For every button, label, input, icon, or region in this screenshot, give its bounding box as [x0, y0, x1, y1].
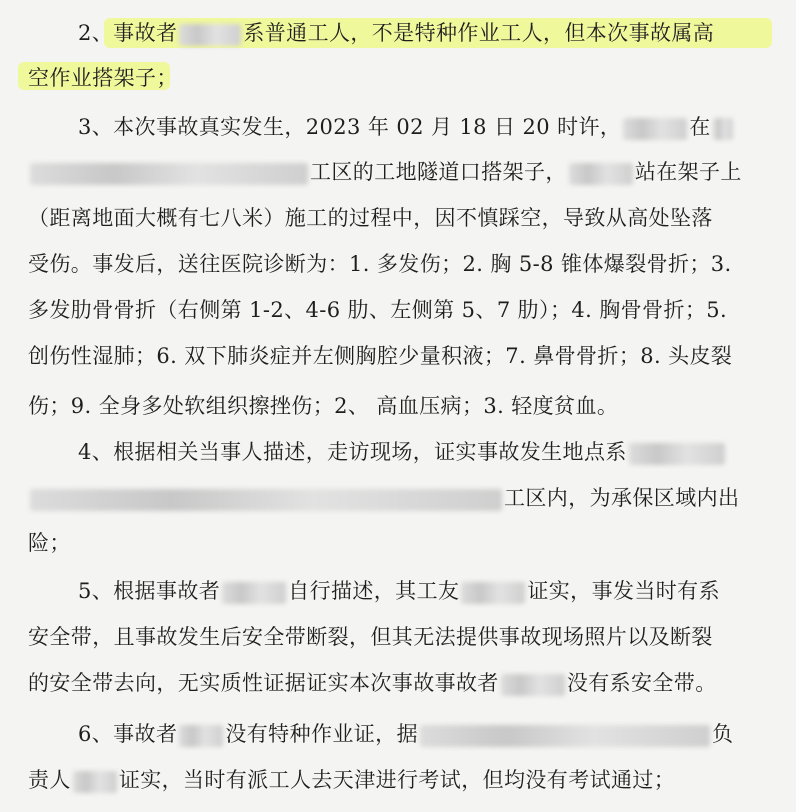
paragraph-4-line-1: 4、根据相关当事人描述，走访现场，证实事故发生地点系: [78, 440, 727, 465]
redacted-name: [569, 163, 633, 185]
paragraph-2-line-2: 空作业搭架子；: [28, 66, 178, 90]
redacted-location: [30, 489, 502, 511]
redacted-name: [420, 725, 710, 747]
paragraph-3-line-1: 3、本次事故真实发生，2023 年 02 月 18 日 20 时许， 在: [78, 115, 735, 140]
paragraph-3-line-4: 受伤。事发后，送往医院诊断为：1. 多发伤；2. 胸 5-8 锥体爆裂骨折；3.: [28, 252, 732, 276]
redacted-name: [179, 725, 223, 747]
paragraph-2-line-1: 2、事故者 系普通工人，不是特种作业工人，但本次事故属高: [78, 21, 715, 45]
redacted-name: [461, 582, 525, 604]
paragraph-6-line-2: 责人 证实，当时有派工人去天津进行考试，但均没有考试通过；: [28, 768, 676, 792]
redacted-name: [73, 771, 117, 793]
paragraph-4-line-2: 工区内，为承保区域内出: [28, 486, 739, 511]
redacted-name: [623, 118, 687, 140]
redacted-location: [713, 118, 733, 140]
paragraph-3-line-3: （距离地面大概有七八米）施工的过程中，因不慎踩空，导致从高处坠落: [28, 206, 713, 230]
paragraph-6-line-1: 6、事故者 没有特种作业证，据 负: [78, 722, 734, 746]
paragraph-3-line-2: 工区的工地隧道口搭架子， 站在架子上: [28, 160, 742, 185]
redacted-location: [629, 443, 725, 465]
redacted-name: [222, 582, 286, 604]
paragraph-3-line-5: 多发肋骨骨折（右侧第 1-2、4-6 肋、左侧第 5、7 肋）；4. 胸骨骨折；5.: [28, 298, 728, 322]
redacted-location: [30, 163, 308, 185]
paragraph-3-line-7: 伤；9. 全身多处软组织擦挫伤；2、 高血压病；3. 轻度贫血。: [28, 394, 619, 418]
paragraph-3-line-6: 创伤性湿肺；6. 双下肺炎症并左侧胸腔少量积液；7. 鼻骨骨折；8. 头皮裂: [28, 344, 733, 368]
redacted-name: [179, 24, 241, 46]
paragraph-5-line-2: 安全带，且事故发生后安全带断裂，但其无法提供事故现场照片以及断裂: [28, 625, 713, 649]
redacted-name: [501, 674, 565, 696]
paragraph-4-line-3: 险；: [28, 531, 71, 555]
paragraph-5-line-1: 5、根据事故者 自行描述，其工友 证实，事发当时有系: [78, 579, 720, 603]
paragraph-5-line-3: 的安全带去向，无实质性证据证实本次事故事故者 没有系安全带。: [28, 671, 717, 695]
